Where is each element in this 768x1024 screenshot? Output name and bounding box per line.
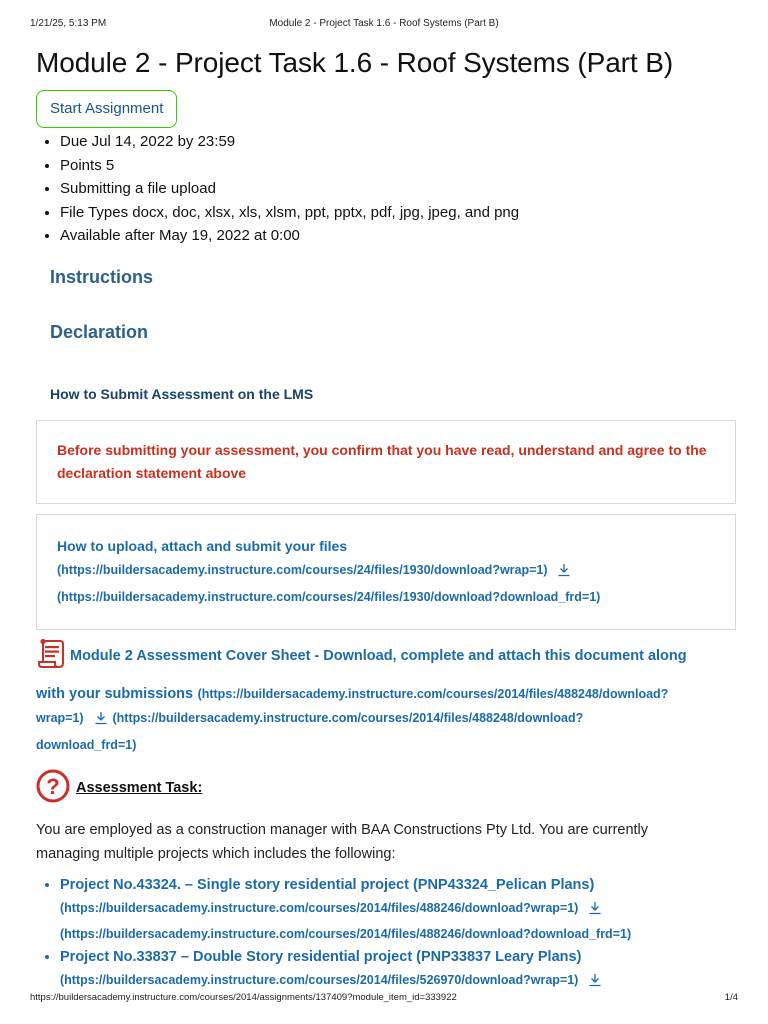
- print-page-count: 1/4: [724, 992, 738, 1003]
- task-intro: [36, 818, 736, 866]
- points: • Points 5: [60, 154, 736, 178]
- cover-sheet-paragraph: [36, 638, 736, 757]
- assessment-task-heading: [36, 771, 736, 805]
- project-33837-link[interactable]: Project No.33837 – Double Story residential project (PNP33837 Leary Plans): [60, 949, 582, 965]
- svg-text:?: ?: [46, 773, 60, 799]
- upload-guide-download-url[interactable]: (https://buildersacademy.instructure.com/courses/24/files/1930/download?download_frd=1): [57, 589, 601, 604]
- submission-type: • Submitting a file upload: [60, 177, 736, 201]
- task-intro-line1: You are employed as a construction manager with BAA Constructions Pty Ltd. You are currently: [36, 822, 649, 838]
- project-43324-link[interactable]: Project No.43324. – Single story residential project (PNP43324_Pelican Plans): [60, 877, 595, 893]
- print-footer: [30, 992, 738, 1006]
- file-types: • File Types docx, doc, xlsx, xls, xlsm, ppt, pptx, pdf, jpg, jpeg, and png: [60, 201, 736, 225]
- cover-sheet-url[interactable]: (https://buildersacademy.instructure.com/courses/2014/files/488248/download?: [197, 686, 669, 701]
- print-doc-title: Module 2 - Project Task 1.6 - Roof Systems (Part B): [269, 18, 499, 29]
- assessment-task-label: Assessment Task:: [76, 780, 203, 796]
- declaration-confirm-box: [36, 420, 736, 504]
- cover-sheet-link[interactable]: Module 2 Assessment Cover Sheet - Download, complete and attach this document along: [70, 648, 687, 664]
- list-item: [60, 874, 736, 946]
- download-icon[interactable]: [588, 900, 602, 923]
- declaration-confirm-text: Before submitting your assessment, you confirm that you have read, understand and agree to the declaration statement above: [57, 441, 707, 481]
- projects-list: [36, 874, 736, 995]
- list-item: [60, 946, 736, 995]
- download-icon[interactable]: [94, 709, 108, 733]
- task-intro-line2: managing multiple projects which includes the following:: [36, 846, 396, 862]
- print-header: [30, 18, 738, 32]
- project-33837-url[interactable]: (https://buildersacademy.instructure.com/courses/2014/files/526970/download?wrap=1): [60, 973, 579, 987]
- print-footer-url: https://buildersacademy.instructure.com/courses/2014/assignments/137409?module_item_id=333922: [30, 992, 457, 1003]
- print-datetime: 1/21/25, 5:13 PM: [30, 18, 107, 29]
- upload-guide-url[interactable]: (https://buildersacademy.instructure.com/courses/24/files/1930/download?wrap=1): [57, 563, 548, 577]
- how-to-submit-heading: How to Submit Assessment on the LMS: [50, 385, 314, 402]
- page-title: Module 2 - Project Task 1.6 - Roof Systems (Part B): [36, 47, 674, 78]
- upload-instructions-box: [36, 514, 736, 631]
- question-icon: [36, 769, 70, 808]
- cover-sheet-download-url-continued[interactable]: download_frd=1): [36, 737, 137, 752]
- available-date: • Available after May 19, 2022 at 0:00: [60, 224, 736, 248]
- due-date: • Due Jul 14, 2022 by 23:59: [60, 130, 736, 154]
- download-icon[interactable]: [557, 561, 571, 585]
- project-43324-url[interactable]: (https://buildersacademy.instructure.com/courses/2014/files/488246/download?wrap=1): [60, 901, 579, 915]
- cover-sheet-url-continued[interactable]: wrap=1): [36, 711, 84, 725]
- document-icon: [36, 638, 66, 678]
- instructions-heading: Instructions: [50, 266, 154, 287]
- upload-guide-link[interactable]: How to upload, attach and submit your files: [57, 537, 348, 554]
- project-43324-download-url[interactable]: (https://buildersacademy.instructure.com/courses/2014/files/488246/download?download_frd=1): [60, 927, 632, 941]
- assignment-content: [36, 44, 736, 995]
- start-assignment-button[interactable]: Start Assignment: [36, 90, 177, 128]
- cover-sheet-download-url[interactable]: (https://buildersacademy.instructure.com/courses/2014/files/488248/download?: [112, 711, 584, 725]
- cover-sheet-link-continued[interactable]: with your submissions: [36, 685, 194, 702]
- assignment-details-list: [36, 130, 736, 248]
- declaration-heading: Declaration: [50, 321, 149, 342]
